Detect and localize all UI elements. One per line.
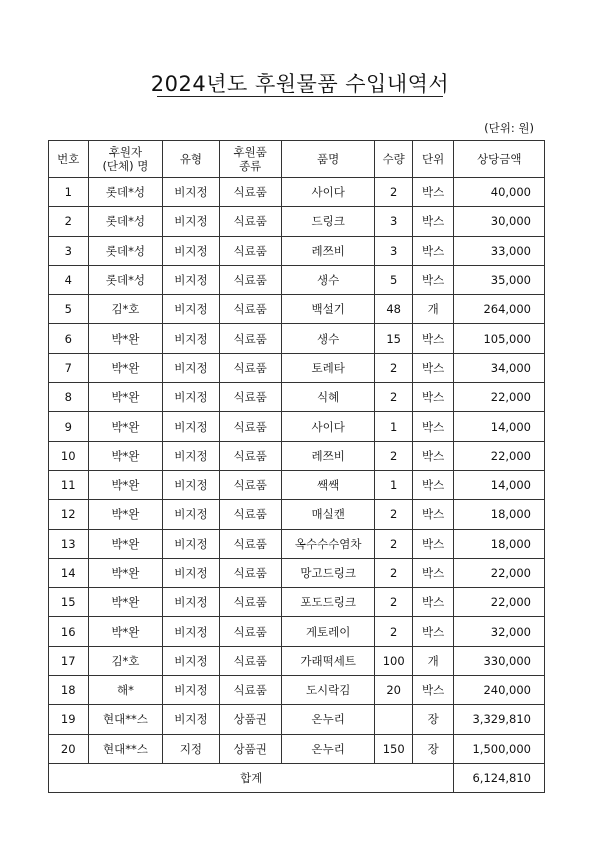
table-row: [49, 705, 545, 734]
cell-value: 1,500,000: [454, 734, 545, 763]
cell-no: 8: [49, 383, 89, 412]
cell-no: 6: [49, 324, 89, 353]
cell-donor: 김*호: [88, 295, 163, 324]
cell-item: 사이다: [281, 412, 375, 441]
table-row: [49, 558, 545, 587]
cell-unit: 박스: [412, 617, 454, 646]
cell-qty: 2: [375, 383, 412, 412]
cell-type: 비지정: [163, 236, 219, 265]
table-row: [49, 470, 545, 499]
cell-donor: 박*완: [88, 353, 163, 382]
cell-unit: 개: [412, 646, 454, 675]
cell-value: 35,000: [454, 265, 545, 294]
cell-item: 생수: [281, 324, 375, 353]
cell-qty: 2: [375, 617, 412, 646]
cell-value: 330,000: [454, 646, 545, 675]
cell-unit: 박스: [412, 265, 454, 294]
cell-donor: 롯데*성: [88, 236, 163, 265]
cell-type: 비지정: [163, 441, 219, 470]
cell-value: 105,000: [454, 324, 545, 353]
table-row: [49, 646, 545, 675]
cell-qty: 2: [375, 441, 412, 470]
cell-value: 32,000: [454, 617, 545, 646]
cell-kind: 식료품: [219, 646, 281, 675]
cell-item: 온누리: [281, 705, 375, 734]
cell-value: 18,000: [454, 529, 545, 558]
cell-donor: 현대**스: [88, 705, 163, 734]
header-item: 품명: [281, 141, 375, 178]
cell-kind: 식료품: [219, 500, 281, 529]
cell-kind: 식료품: [219, 676, 281, 705]
cell-item: 레쯔비: [281, 236, 375, 265]
cell-kind: 상품권: [219, 705, 281, 734]
cell-unit: 박스: [412, 324, 454, 353]
cell-kind: 식료품: [219, 529, 281, 558]
cell-value: 18,000: [454, 500, 545, 529]
cell-unit: 박스: [412, 558, 454, 587]
cell-qty: 2: [375, 500, 412, 529]
cell-unit: 장: [412, 734, 454, 763]
cell-donor: 현대**스: [88, 734, 163, 763]
cell-qty: 2: [375, 178, 412, 207]
cell-kind: 식료품: [219, 353, 281, 382]
table-row: [49, 441, 545, 470]
cell-no: 10: [49, 441, 89, 470]
cell-no: 4: [49, 265, 89, 294]
cell-qty: 5: [375, 265, 412, 294]
document-title: 2024년도 후원물품 수입내역서: [150, 72, 450, 96]
cell-kind: 상품권: [219, 734, 281, 763]
cell-donor: 박*완: [88, 558, 163, 587]
cell-value: 22,000: [454, 383, 545, 412]
cell-unit: 박스: [412, 178, 454, 207]
cell-kind: 식료품: [219, 441, 281, 470]
cell-no: 18: [49, 676, 89, 705]
unit-note: (단위: 원): [484, 121, 534, 135]
cell-no: 17: [49, 646, 89, 675]
table-row: [49, 588, 545, 617]
cell-donor: 박*완: [88, 324, 163, 353]
cell-item: 쌕쌕: [281, 470, 375, 499]
table-row: [49, 617, 545, 646]
cell-item: 게토레이: [281, 617, 375, 646]
cell-value: 22,000: [454, 558, 545, 587]
cell-value: 33,000: [454, 236, 545, 265]
cell-type: 비지정: [163, 265, 219, 294]
cell-no: 15: [49, 588, 89, 617]
cell-unit: 박스: [412, 676, 454, 705]
cell-donor: 박*완: [88, 617, 163, 646]
header-unit: 단위: [412, 141, 454, 178]
header-qty: 수량: [375, 141, 412, 178]
cell-kind: 식료품: [219, 470, 281, 499]
cell-donor: 박*완: [88, 500, 163, 529]
cell-item: 생수: [281, 265, 375, 294]
cell-value: 22,000: [454, 588, 545, 617]
table-row: [49, 324, 545, 353]
cell-no: 12: [49, 500, 89, 529]
table-row: [49, 178, 545, 207]
table-row: [49, 265, 545, 294]
cell-type: 비지정: [163, 178, 219, 207]
cell-donor: 박*완: [88, 441, 163, 470]
header-donor: [88, 141, 163, 178]
cell-unit: 박스: [412, 441, 454, 470]
table-row: [49, 500, 545, 529]
cell-qty: 3: [375, 207, 412, 236]
cell-no: 9: [49, 412, 89, 441]
table-row: [49, 207, 545, 236]
cell-type: 비지정: [163, 470, 219, 499]
total-label: 합계: [49, 763, 454, 792]
header-type: 유형: [163, 141, 219, 178]
header-value: 상당금액: [454, 141, 545, 178]
header-donor-line1: 후원자: [108, 145, 143, 159]
cell-type: 비지정: [163, 412, 219, 441]
cell-qty: 1: [375, 412, 412, 441]
cell-type: 비지정: [163, 529, 219, 558]
cell-donor: 박*완: [88, 412, 163, 441]
cell-donor: 박*완: [88, 529, 163, 558]
cell-no: 2: [49, 207, 89, 236]
cell-unit: 박스: [412, 207, 454, 236]
cell-unit: 박스: [412, 412, 454, 441]
cell-item: 토레타: [281, 353, 375, 382]
header-kind-line2: 종류: [239, 159, 262, 173]
cell-qty: 150: [375, 734, 412, 763]
cell-value: 40,000: [454, 178, 545, 207]
cell-type: 비지정: [163, 705, 219, 734]
cell-no: 13: [49, 529, 89, 558]
cell-kind: 식료품: [219, 178, 281, 207]
cell-donor: 김*호: [88, 646, 163, 675]
cell-value: 34,000: [454, 353, 545, 382]
cell-kind: 식료품: [219, 617, 281, 646]
cell-type: 비지정: [163, 617, 219, 646]
cell-unit: 박스: [412, 500, 454, 529]
cell-kind: 식료품: [219, 207, 281, 236]
total-value: 6,124,810: [454, 763, 545, 792]
cell-kind: 식료품: [219, 265, 281, 294]
cell-type: 비지정: [163, 500, 219, 529]
cell-qty: 2: [375, 588, 412, 617]
cell-no: 1: [49, 178, 89, 207]
cell-qty: 20: [375, 676, 412, 705]
table-header-row: [49, 141, 545, 178]
cell-donor: 박*완: [88, 588, 163, 617]
cell-kind: 식료품: [219, 236, 281, 265]
cell-kind: 식료품: [219, 324, 281, 353]
table-row: [49, 412, 545, 441]
cell-donor: 해*: [88, 676, 163, 705]
cell-no: 7: [49, 353, 89, 382]
cell-kind: 식료품: [219, 412, 281, 441]
cell-unit: 박스: [412, 470, 454, 499]
cell-value: 240,000: [454, 676, 545, 705]
table-row: [49, 236, 545, 265]
cell-item: 온누리: [281, 734, 375, 763]
cell-donor: 박*완: [88, 470, 163, 499]
table-row: [49, 734, 545, 763]
cell-unit: 박스: [412, 529, 454, 558]
cell-value: 3,329,810: [454, 705, 545, 734]
cell-qty: 100: [375, 646, 412, 675]
cell-value: 264,000: [454, 295, 545, 324]
cell-unit: 박스: [412, 353, 454, 382]
cell-donor: 롯데*성: [88, 207, 163, 236]
cell-item: 옥수수수염차: [281, 529, 375, 558]
cell-qty: 2: [375, 558, 412, 587]
cell-value: 14,000: [454, 412, 545, 441]
cell-type: 비지정: [163, 558, 219, 587]
cell-type: 비지정: [163, 207, 219, 236]
cell-kind: 식료품: [219, 558, 281, 587]
cell-no: 20: [49, 734, 89, 763]
cell-qty: 15: [375, 324, 412, 353]
cell-qty: 1: [375, 470, 412, 499]
header-no: 번호: [49, 141, 89, 178]
cell-donor: 박*완: [88, 383, 163, 412]
table-row: [49, 353, 545, 382]
table-body: [49, 178, 545, 764]
cell-type: 비지정: [163, 383, 219, 412]
cell-kind: 식료품: [219, 295, 281, 324]
cell-unit: 박스: [412, 236, 454, 265]
cell-type: 비지정: [163, 324, 219, 353]
cell-qty: 3: [375, 236, 412, 265]
cell-qty: 2: [375, 529, 412, 558]
cell-item: 가래떡세트: [281, 646, 375, 675]
cell-value: 14,000: [454, 470, 545, 499]
cell-item: 망고드링크: [281, 558, 375, 587]
cell-no: 16: [49, 617, 89, 646]
cell-unit: 박스: [412, 588, 454, 617]
cell-type: 비지정: [163, 646, 219, 675]
cell-qty: 48: [375, 295, 412, 324]
cell-qty: 2: [375, 353, 412, 382]
cell-item: 백설기: [281, 295, 375, 324]
cell-no: 5: [49, 295, 89, 324]
cell-item: 포도드링크: [281, 588, 375, 617]
cell-kind: 식료품: [219, 383, 281, 412]
table-row: [49, 529, 545, 558]
cell-donor: 롯데*성: [88, 178, 163, 207]
table-row: [49, 383, 545, 412]
cell-item: 레쯔비: [281, 441, 375, 470]
cell-item: 식혜: [281, 383, 375, 412]
cell-type: 지정: [163, 734, 219, 763]
header-donor-line2: (단체) 명: [102, 159, 149, 173]
cell-type: 비지정: [163, 353, 219, 382]
title-underline: [157, 96, 443, 97]
cell-no: 19: [49, 705, 89, 734]
table-row: [49, 676, 545, 705]
cell-kind: 식료품: [219, 588, 281, 617]
cell-type: 비지정: [163, 588, 219, 617]
cell-item: 드링크: [281, 207, 375, 236]
cell-value: 22,000: [454, 441, 545, 470]
cell-unit: 개: [412, 295, 454, 324]
total-row: [49, 763, 545, 792]
cell-value: 30,000: [454, 207, 545, 236]
cell-item: 매실캔: [281, 500, 375, 529]
donation-ledger-table: [48, 140, 545, 793]
header-kind: [219, 141, 281, 178]
cell-item: 도시락김: [281, 676, 375, 705]
cell-type: 비지정: [163, 676, 219, 705]
cell-donor: 롯데*성: [88, 265, 163, 294]
header-kind-line1: 후원품: [233, 145, 267, 159]
cell-no: 14: [49, 558, 89, 587]
table-row: [49, 295, 545, 324]
cell-type: 비지정: [163, 295, 219, 324]
cell-no: 11: [49, 470, 89, 499]
cell-unit: 박스: [412, 383, 454, 412]
cell-qty: [375, 705, 412, 734]
cell-item: 사이다: [281, 178, 375, 207]
cell-no: 3: [49, 236, 89, 265]
cell-unit: 장: [412, 705, 454, 734]
